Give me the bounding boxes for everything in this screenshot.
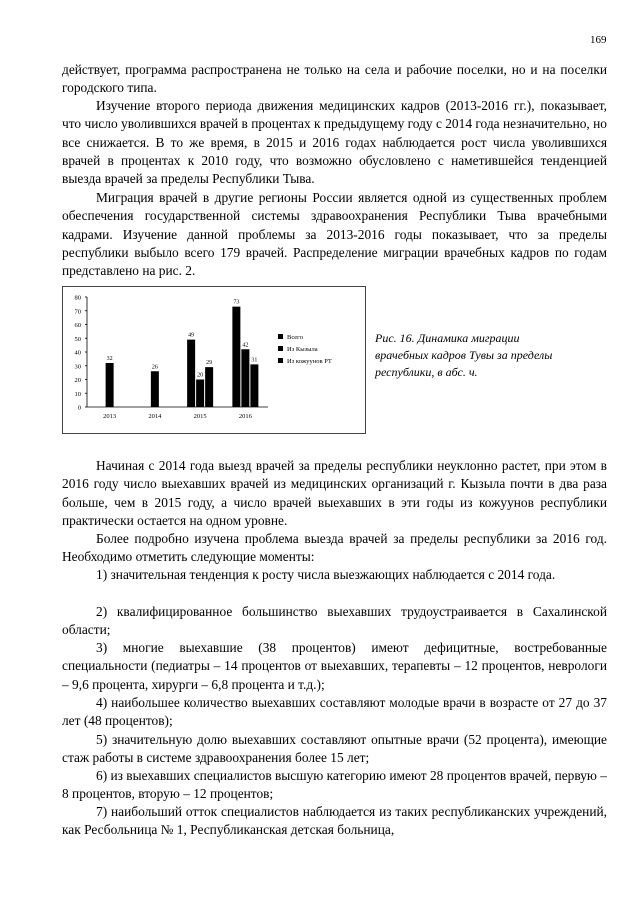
paragraph: действует, программа распространена не только на села и рабочие поселки, но и на поселки городского типа.	[62, 62, 607, 96]
bar-data-label: 73	[233, 299, 240, 306]
figure-caption: Рис. 16. Динамика миграции врачебных кадров Тувы за пределы республики, в абс. ч.	[375, 331, 553, 379]
bar-data-label: 31	[251, 357, 258, 364]
bar-Из кожуунов РТ	[250, 364, 258, 407]
x-tick-label: 2016	[238, 413, 252, 420]
x-tick-label: 2014	[148, 413, 162, 420]
bar-data-label: 26	[151, 364, 158, 371]
bar-data-label: 49	[188, 332, 195, 339]
legend-swatch	[278, 346, 283, 351]
list-item: 7) наибольший отток специалистов наблюдается из таких республиканских учреждений, как Ресбольница № 1, Республиканская детская больница,	[62, 804, 607, 838]
legend-label: Всего	[287, 334, 303, 341]
list-item: 2) квалифицированное большинство выехавших трудоустраивается в Сахалинской области;	[62, 604, 607, 638]
page-number: 169	[590, 34, 607, 46]
bar-Из Кызыла	[196, 380, 204, 408]
y-tick-label: 60	[74, 322, 81, 329]
bar-data-label: 20	[197, 372, 204, 379]
y-tick-label: 70	[74, 308, 81, 316]
paragraph: Начиная с 2014 года выезд врачей за пределы республики неуклонно растет, при этом в 2016 году число выехавших врачей из медицинских организаций г. Кызыла почти в два раза больше, чем в 2015 году, а число врачей выехавших в эти годы из кожуунов республики практически остается на одном уровне.	[62, 458, 607, 528]
y-tick-label: 20	[74, 377, 81, 384]
paragraph: Изучение второго периода движения медицинских кадров (2013-2016 гг.), показывает, что число уволившихся врачей в процентах к предыдущему году с 2014 года незначительно, но все снижается. В то же время, в 2015 и 2016 годах наблюдается рост числа уволившихся врачей в процентах к 2010 году, что возможно обусловлено с наметившейся тенденцией выезда врачей за пределы Республики Тыва.	[62, 98, 607, 187]
bar-data-label: 42	[242, 342, 249, 349]
list-item: 1) значительная тенденция к росту числа выезжающих наблюдается с 2014 года.	[96, 567, 556, 582]
migration-chart	[62, 286, 366, 434]
y-tick-label: 80	[74, 294, 81, 302]
paragraph: Более подробно изучена проблема выезда врачей за пределы республики за 2016 год. Необходимо отметить следующие моменты:	[62, 531, 607, 565]
bar-Из Кызыла	[241, 349, 249, 407]
x-tick-label: 2013	[103, 413, 117, 420]
paragraph: Миграция врачей в другие регионы России является одной из существенных проблем обеспечения государственной системы здравоохранения Республики Тыва врачебными кадрами. Изучение данной проблемы за 2013-2016 годы показывает, что за пределы республики выбыло всего 179 врачей. Распределение миграции врачебных кадров по годам представлено на рис. 2.	[62, 190, 607, 279]
y-tick-label: 50	[74, 335, 81, 343]
legend-swatch	[278, 358, 283, 363]
bar-Всего	[232, 307, 240, 407]
legend-label: Из кожуунов РТ	[287, 358, 332, 365]
bar-data-label: 32	[106, 356, 113, 362]
bar-Из кожуунов РТ	[205, 367, 213, 407]
list-item: 6) из выехавших специалистов высшую категорию имеют 28 процентов врачей, первую – 8 процентов, вторую – 12 процентов;	[62, 768, 607, 802]
y-tick-label: 40	[74, 349, 81, 357]
bar-Всего	[151, 371, 159, 407]
list-item: 5) значительную долю выехавших составляют опытные врачи (52 процента), имеющие стаж работы в системе здравоохранения более 15 лет;	[62, 732, 607, 766]
y-tick-label: 0	[77, 404, 81, 412]
legend-swatch	[278, 334, 283, 339]
bar-Всего	[187, 340, 195, 407]
legend-label: Из Кызыла	[287, 346, 318, 353]
list-item: 3) многие выехавшие (38 процентов) имеют дефицитные, востребованные специальности (педиатры – 14 процентов от выехавших, терапевты – 12 процентов, неврологи – 9,6 процента, хирурги – 6,8 процента и т.д.);	[62, 640, 607, 692]
y-tick-label: 30	[74, 363, 81, 371]
list-item: 4) наибольшее количество выехавших составляют молодые врачи в возрасте от 27 до 37 лет (48 процентов);	[62, 695, 607, 729]
y-tick-label: 10	[74, 390, 81, 398]
bar-Всего	[106, 363, 114, 407]
x-tick-label: 2015	[193, 413, 207, 420]
chart-svg	[63, 287, 365, 433]
bar-data-label: 29	[206, 360, 213, 367]
